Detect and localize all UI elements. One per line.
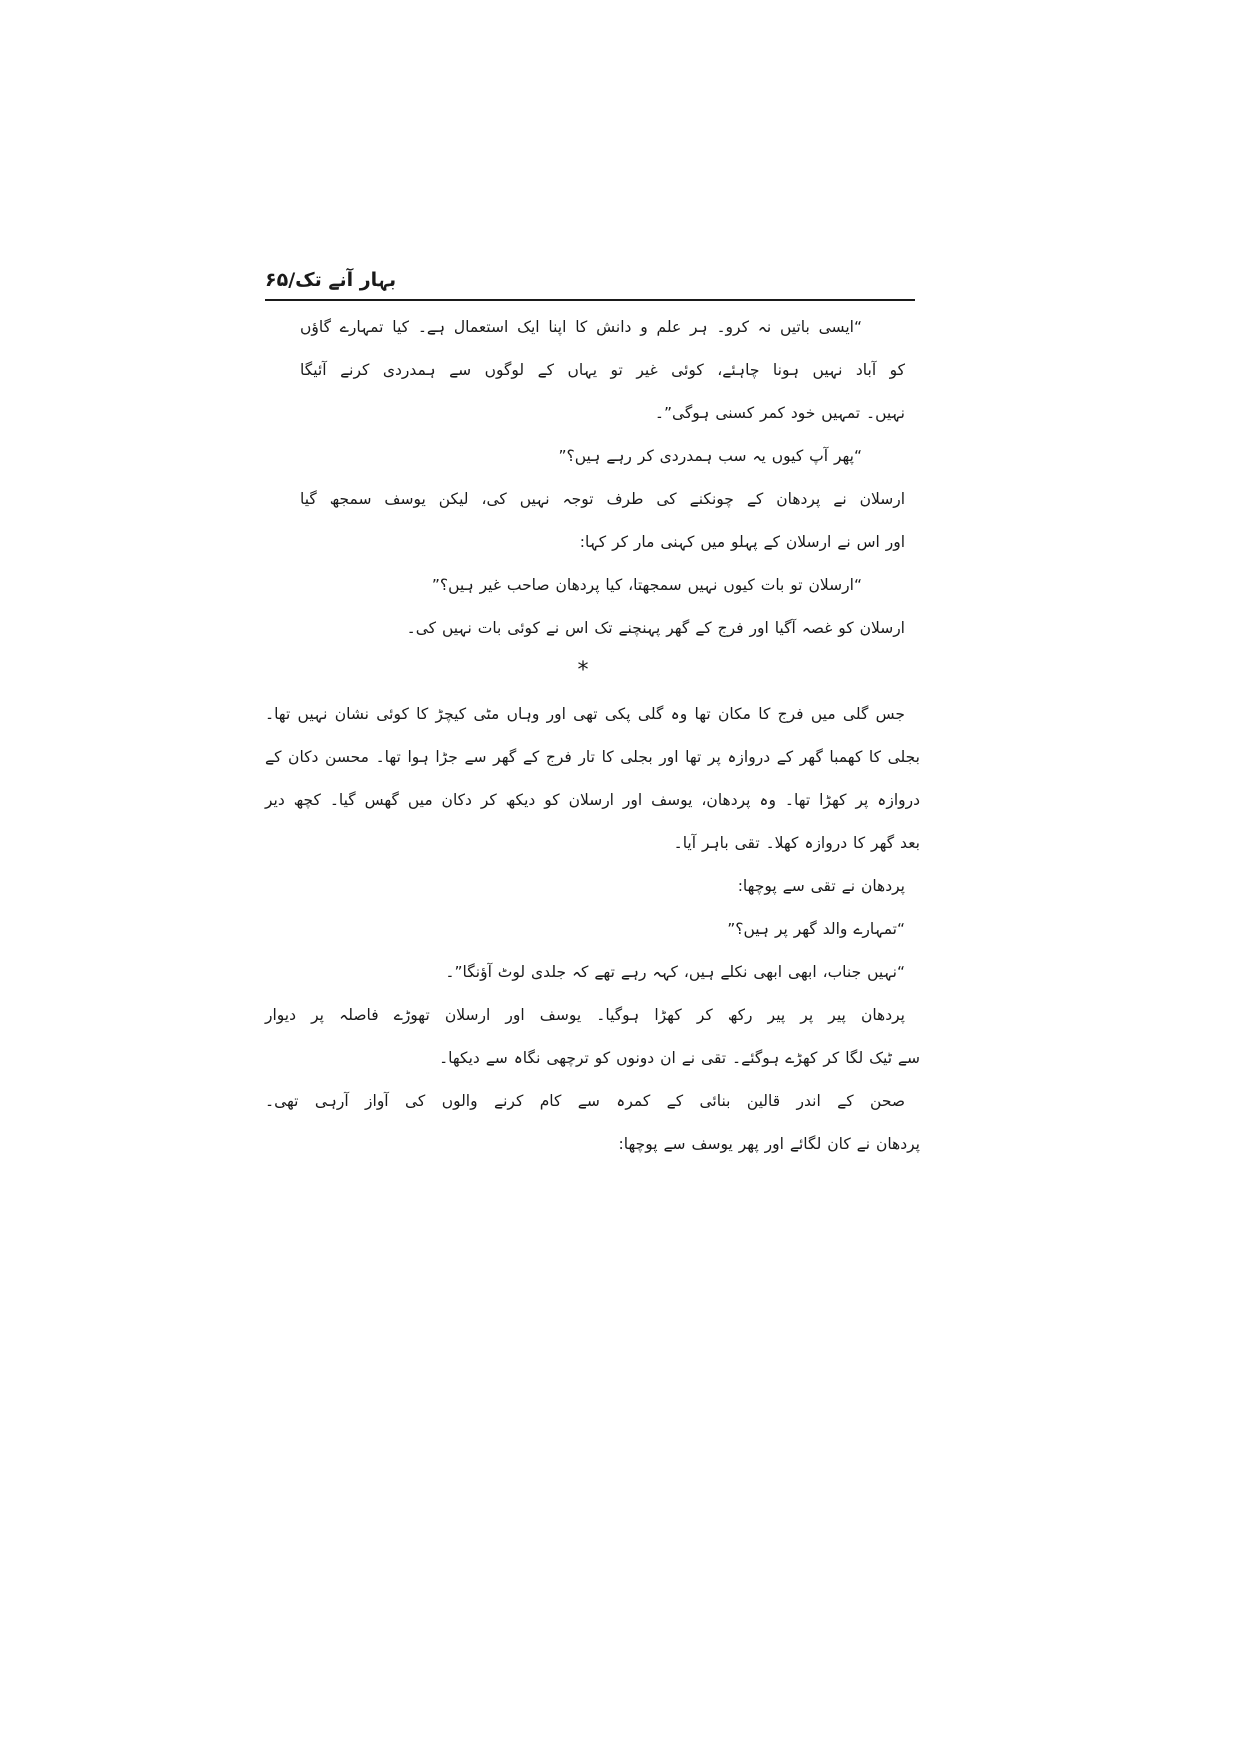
header-rule xyxy=(265,299,915,301)
body-line: ارسلان نے پردھان کے چونکنے کی طرف توجہ نہیں کی، لیکن یوسف سمجھ گیا xyxy=(300,490,905,508)
body-line: بعد گھر کا دروازہ کھلا۔ تقی باہر آیا۔ xyxy=(673,834,920,852)
body-line: “ارسلان تو بات کیوں نہیں سمجھتا، کیا پردھان صاحب غیر ہیں؟” xyxy=(431,576,862,594)
body-line: “نہیں جناب، ابھی ابھی نکلے ہیں، کہہ رہے تھے کہ جلدی لوٹ آؤنگا”۔ xyxy=(445,963,905,981)
body-line: جس گلی میں فرج کا مکان تھا وہ گلی پکی تھی اور وہاں مٹی کیچڑ کا کوئی نشان نہیں تھا۔ xyxy=(265,705,905,723)
body-line: نہیں۔ تمہیں خود کمر کسنی ہوگی”۔ xyxy=(654,404,905,422)
body-line: پردھان نے تقی سے پوچھا: xyxy=(737,877,905,895)
running-head: بہار آنے تک/۶۵ xyxy=(265,269,397,291)
body-line: سے ٹیک لگا کر کھڑے ہوگئے۔ تقی نے ان دونوں کو ترچھی نگاہ سے دیکھا۔ xyxy=(439,1049,920,1067)
body-line: پردھان نے کان لگائے اور پھر یوسف سے پوچھا: xyxy=(618,1135,920,1153)
body-line: پردھان پیر پر پیر رکھ کر کھڑا ہوگیا۔ یوسف اور ارسلان تھوڑے فاصلہ پر دیوار xyxy=(265,1006,905,1024)
body-line: “پھر آپ کیوں یہ سب ہمدردی کر رہے ہیں؟” xyxy=(558,447,862,465)
body-line: ارسلان کو غصہ آگیا اور فرج کے گھر پہنچنے تک اس نے کوئی بات نہیں کی۔ xyxy=(406,619,905,637)
section-separator: * xyxy=(577,658,589,683)
body-line: “ایسی باتیں نہ کرو۔ ہر علم و دانش کا اپنا ایک استعمال ہے۔ کیا تمہارے گاؤں xyxy=(300,318,862,336)
body-line: اور اس نے ارسلان کے پہلو میں کہنی مار کر کہا: xyxy=(579,533,905,551)
body-line: بجلی کا کھمبا گھر کے دروازہ پر تھا اور بجلی کا تار فرج کے گھر سے جڑا ہوا تھا۔ محسن دکان کے xyxy=(265,748,920,766)
body-line: دروازہ پر کھڑا تھا۔ وہ پردھان، یوسف اور ارسلان کو دیکھ کر دکان میں گھس گیا۔ کچھ دیر xyxy=(265,791,920,809)
body-line: کو آباد نہیں ہونا چاہئے، کوئی غیر تو یہاں کے لوگوں سے ہمدردی کرنے آئیگا xyxy=(300,361,905,379)
body-line: صحن کے اندر قالین بنائی کے کمرہ سے کام کرنے والوں کی آواز آرہی تھی۔ xyxy=(265,1092,905,1110)
body-line: “تمہارے والد گھر پر ہیں؟” xyxy=(727,920,905,938)
